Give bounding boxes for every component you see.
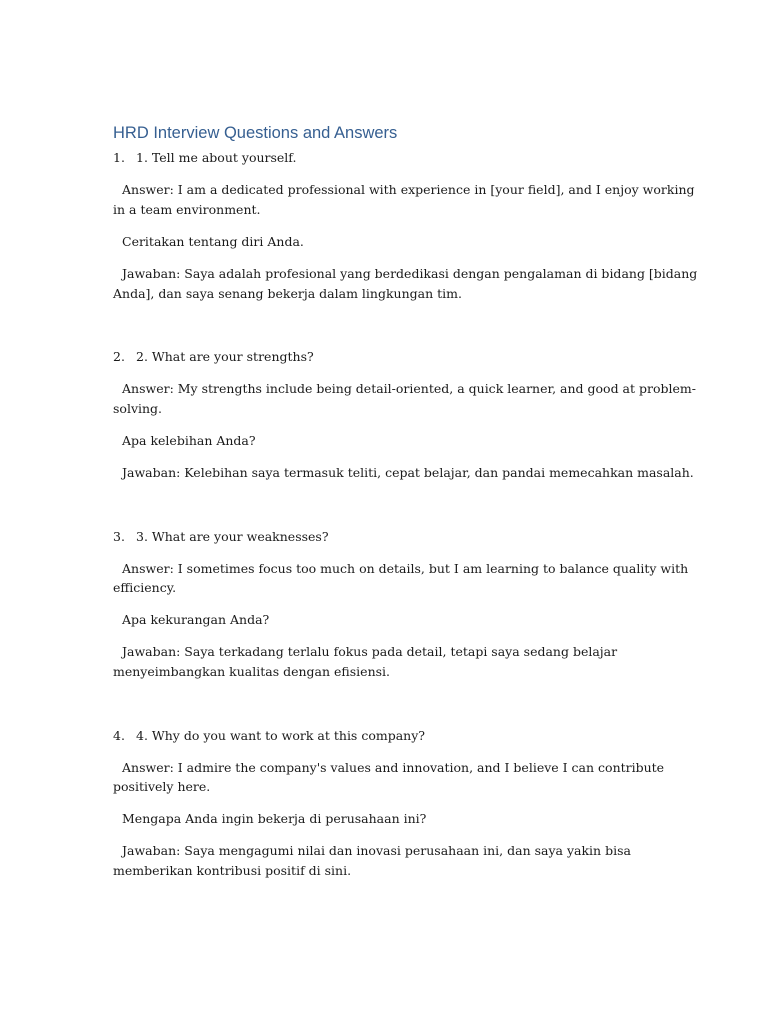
document-title: HRD Interview Questions and Answers (113, 124, 398, 142)
question-number: 2. (113, 349, 125, 364)
question-id-line: Ceritakan tentang diri Anda. (122, 234, 304, 249)
answer-id-line: Jawaban: Saya mengagumi nilai dan inovasi perusahaan ini, dan saya yakin bisa (122, 843, 631, 858)
question-id-line: Apa kekurangan Anda? (122, 612, 270, 627)
answer-en-line: Answer: I sometimes focus too much on details, but I am learning to balance quality with (122, 561, 689, 576)
answer-id-line: menyeimbangkan kualitas dengan efisiensi. (113, 664, 391, 679)
question-text: 1. Tell me about yourself. (136, 150, 297, 165)
question-number: 4. (113, 728, 125, 743)
answer-id-line: Anda], dan saya senang bekerja dalam lingkungan tim. (113, 286, 462, 301)
answer-en-line: Answer: I am a dedicated professional with experience in [your field], and I enjoy working (122, 182, 695, 197)
question-text: 2. What are your strengths? (136, 349, 314, 364)
answer-en-line: Answer: I admire the company's values and innovation, and I believe I can contribute (122, 760, 665, 775)
question-id-line: Apa kelebihan Anda? (122, 433, 256, 448)
answer-en-line: Answer: My strengths include being detail-oriented, a quick learner, and good at problem- (122, 381, 696, 396)
answer-id-line: Jawaban: Saya adalah profesional yang berdedikasi dengan pengalaman di bidang [bidang (122, 266, 698, 281)
question-3 (113, 527, 658, 546)
question-id-line: Mengapa Anda ingin bekerja di perusahaan ini? (122, 811, 427, 826)
question-number: 3. (113, 529, 125, 544)
answer-en-line: in a team environment. (113, 202, 261, 217)
answer-en-line: efficiency. (113, 580, 177, 595)
answer-en-line: positively here. (113, 779, 211, 794)
question-4 (113, 726, 658, 745)
question-2 (113, 347, 658, 366)
question-text: 3. What are your weaknesses? (136, 529, 329, 544)
question-number: 1. (113, 150, 125, 165)
answer-en-line: solving. (113, 401, 163, 416)
answer-id-line: Jawaban: Saya terkadang terlalu fokus pada detail, tetapi saya sedang belajar (122, 644, 618, 659)
answer-id-line: Jawaban: Kelebihan saya termasuk teliti, cepat belajar, dan pandai memecahkan masalah. (122, 465, 694, 480)
question-text: 4. Why do you want to work at this company? (136, 728, 425, 743)
question-1 (113, 148, 658, 167)
answer-id-line: memberikan kontribusi positif di sini. (113, 863, 352, 878)
